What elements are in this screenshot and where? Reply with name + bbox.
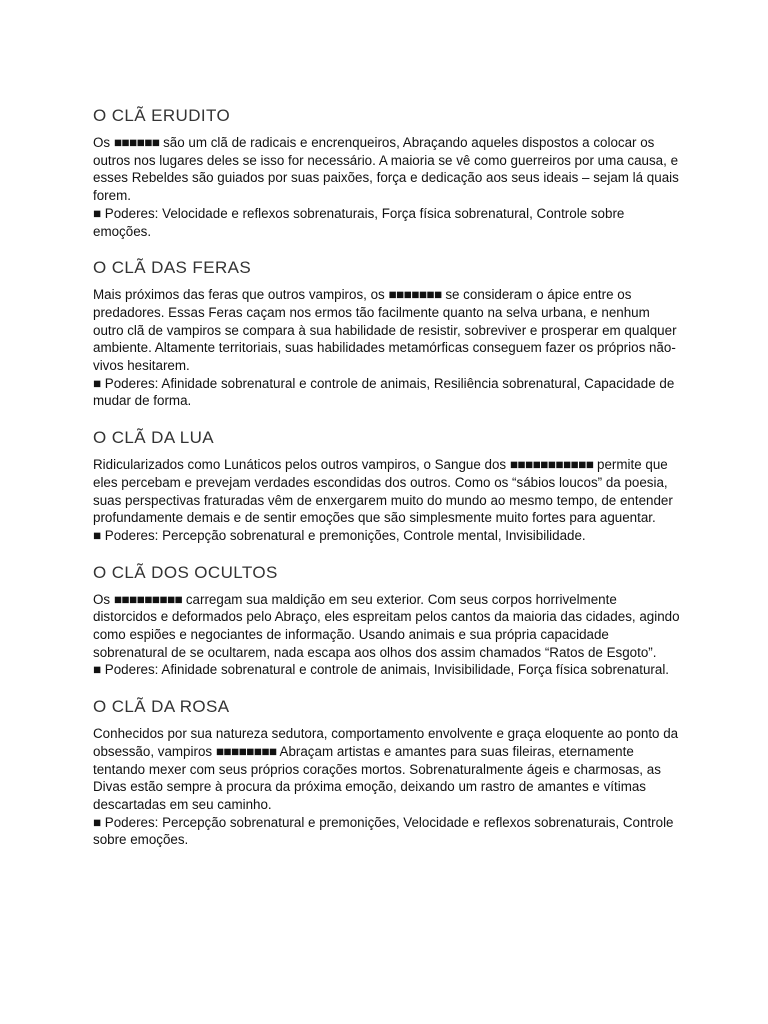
- body-text-end: permite que eles percebam e prevejam verdades escondidas dos outros. Como os “sábios loucos” da poesia, suas perspectivas fraturadas vêm de enxergarem muito do mundo ao mesmo tempo, de entender profundamente demais e de sentir emoções que são simplesmente muito fortes para aguentar.: [93, 457, 673, 526]
- powers-line: ■ Poderes: Percepção sobrenatural e premonições, Velocidade e reflexos sobrenaturais, Controle sobre emoções.: [93, 814, 674, 848]
- clan-section-erudito: [93, 104, 683, 240]
- section-body: [93, 456, 683, 527]
- body-text-end: Abraçam artistas e amantes para suas fileiras, eternamente tentando mexer com seus próprios corações mortos. Sobrenaturalmente ágeis e charmosas, as Divas estão sempre à procura da próxima emoção, deixando um rastro de amantes e vítimas descartadas em seu caminho.: [93, 743, 661, 812]
- body-text-start: Conhecidos por sua natureza sedutora, comportamento envolvente e graça eloquente ao ponto da obsessão, vampiros: [93, 726, 679, 759]
- section-heading: O CLÃ DA ROSA: [93, 697, 230, 717]
- powers-line: ■ Poderes: Velocidade e reflexos sobrenaturais, Força física sobrenatural, Controle sobre emoções.: [93, 205, 625, 239]
- powers-line: ■ Poderes: Afinidade sobrenatural e controle de animais, Resiliência sobrenatural, Capacidade de mudar de forma.: [93, 375, 675, 409]
- body-text-start: Mais próximos das feras que outros vampiros, os: [93, 287, 389, 303]
- redacted-clan-name: ■■■■■■■■■■■: [509, 457, 594, 473]
- section-heading: O CLÃ DOS OCULTOS: [93, 562, 278, 582]
- redacted-clan-name: ■■■■■■: [113, 135, 160, 150]
- section-body: [93, 725, 683, 814]
- clan-section-lua: [93, 426, 683, 545]
- body-text-start: Os: [93, 591, 114, 607]
- clan-section-rosa: [93, 695, 683, 849]
- body-text-start: Ridicularizados como Lunáticos pelos outros vampiros, o Sangue dos: [93, 457, 510, 473]
- powers-line: ■ Poderes: Afinidade sobrenatural e controle de animais, Invisibilidade, Força física sobrenatural.: [93, 662, 670, 678]
- section-heading: O CLÃ ERUDITO: [93, 106, 231, 125]
- redacted-clan-name: ■■■■■■■: [388, 287, 442, 303]
- section-heading: O CLÃ DAS FERAS: [93, 258, 252, 278]
- powers-line: ■ Poderes: Percepção sobrenatural e premonições, Controle mental, Invisibilidade.: [93, 527, 586, 543]
- redacted-clan-name: ■■■■■■■■: [215, 743, 277, 759]
- body-text-end: são um clã de radicais e encrenqueiros, Abraçando aqueles dispostos a colocar os outros nos lugares deles se isso for necessário. A maioria se vê como guerreiros por uma causa, e esses Rebeldes são guiados por suas paixões, força e dedicação aos seus ideais – sejam lá quais forem.: [93, 135, 679, 204]
- section-body: [93, 286, 683, 375]
- section-body: [93, 591, 683, 662]
- clan-section-feras: [93, 256, 683, 410]
- body-text-end: carregam sua maldição em seu exterior. Com seus corpos horrivelmente distorcidos e deformados pelo Abraço, eles espreitam pelos cantos da maioria das cidades, agindo como espiões e negociantes de informação. Usando animais e sua própria capacidade sobrenatural de se ocultarem, nada escapa aos olhos dos assim chamados “Ratos de Esgoto”.: [93, 591, 680, 660]
- redacted-clan-name: ■■■■■■■■■: [113, 591, 183, 607]
- document-content: [93, 104, 683, 865]
- body-text-end: se consideram o ápice entre os predadores. Essas Feras caçam nos ermos tão facilmente quanto na selva urbana, e nenhum outro clã de vampiros se compara à sua habilidade de resistir, sobreviver e prosperar em qualquer ambiente. Altamente territoriais, suas habilidades metamórficas conseguem fazer os próprios não-vivos hesitarem.: [93, 287, 677, 374]
- section-body: [93, 134, 683, 205]
- section-heading: O CLÃ DA LUA: [93, 428, 215, 448]
- body-text-start: Os: [93, 135, 114, 150]
- clan-section-ocultos: [93, 561, 683, 680]
